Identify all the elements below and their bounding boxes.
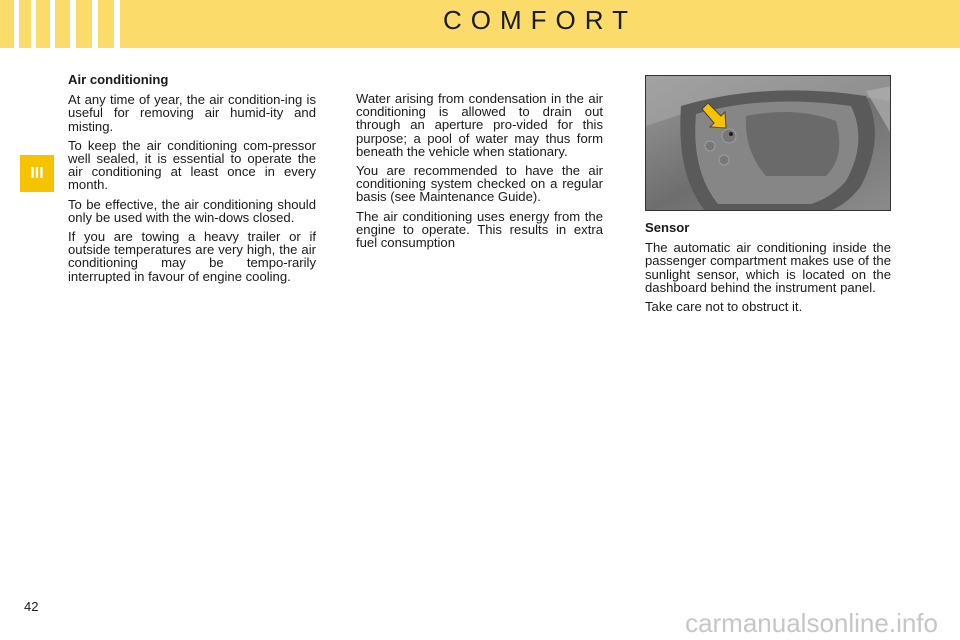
chapter-tab[interactable]: III (20, 155, 54, 192)
page-number: 42 (24, 599, 39, 614)
section-heading: Air conditioning (68, 72, 169, 87)
paragraph: Take care not to obstruct it. (645, 299, 803, 315)
header-stripe (92, 0, 98, 48)
paragraph: The air conditioning uses energy from the engine to operate. This results in extra fuel consumption (356, 208, 603, 251)
chapter-title: COMFORT (443, 5, 637, 35)
paragraph: To keep the air conditioning com-pressor well sealed, it is essential to operate the air conditioning at least once in every month. (68, 137, 316, 193)
page-header (0, 0, 960, 48)
column-air-conditioning (68, 73, 316, 289)
paragraph: The automatic air conditioning inside the passenger compartment makes use of the sunlight sensor, which is located on the dashboard behind the instrument panel. (645, 240, 891, 295)
header-stripe (31, 0, 36, 48)
header-stripe (50, 0, 55, 48)
watermark: carmanualsonline.info (685, 608, 938, 638)
dashboard-illustration (646, 76, 891, 211)
column-condensation (356, 92, 603, 255)
header-stripe (14, 0, 19, 48)
paragraph: If you are towing a heavy trailer or if outside temperatures are very high, the air conditioning may be tempo-rarily interrupted in favour of engine cooling. (68, 229, 316, 284)
header-stripe (70, 0, 76, 48)
paragraph: To be effective, the air conditioning should only be used with the win-dows closed. (68, 196, 316, 225)
paragraph: You are recommended to have the air conditioning system checked on a regular basis (see Maintenance Guide). (356, 163, 603, 205)
column-sensor (645, 221, 891, 319)
paragraph: At any time of year, the air condition-ing is useful for removing air humid-ity and misting. (68, 92, 316, 134)
paragraph: Water arising from condensation in the air conditioning is allowed to drain out through an aperture pro-vided for this purpose; a pool of water may thus form beneath the vehicle when stationary. (356, 91, 603, 159)
sunlight-sensor-photo (645, 75, 891, 211)
sensor-dot (729, 132, 733, 136)
section-heading: Sensor (645, 220, 690, 235)
